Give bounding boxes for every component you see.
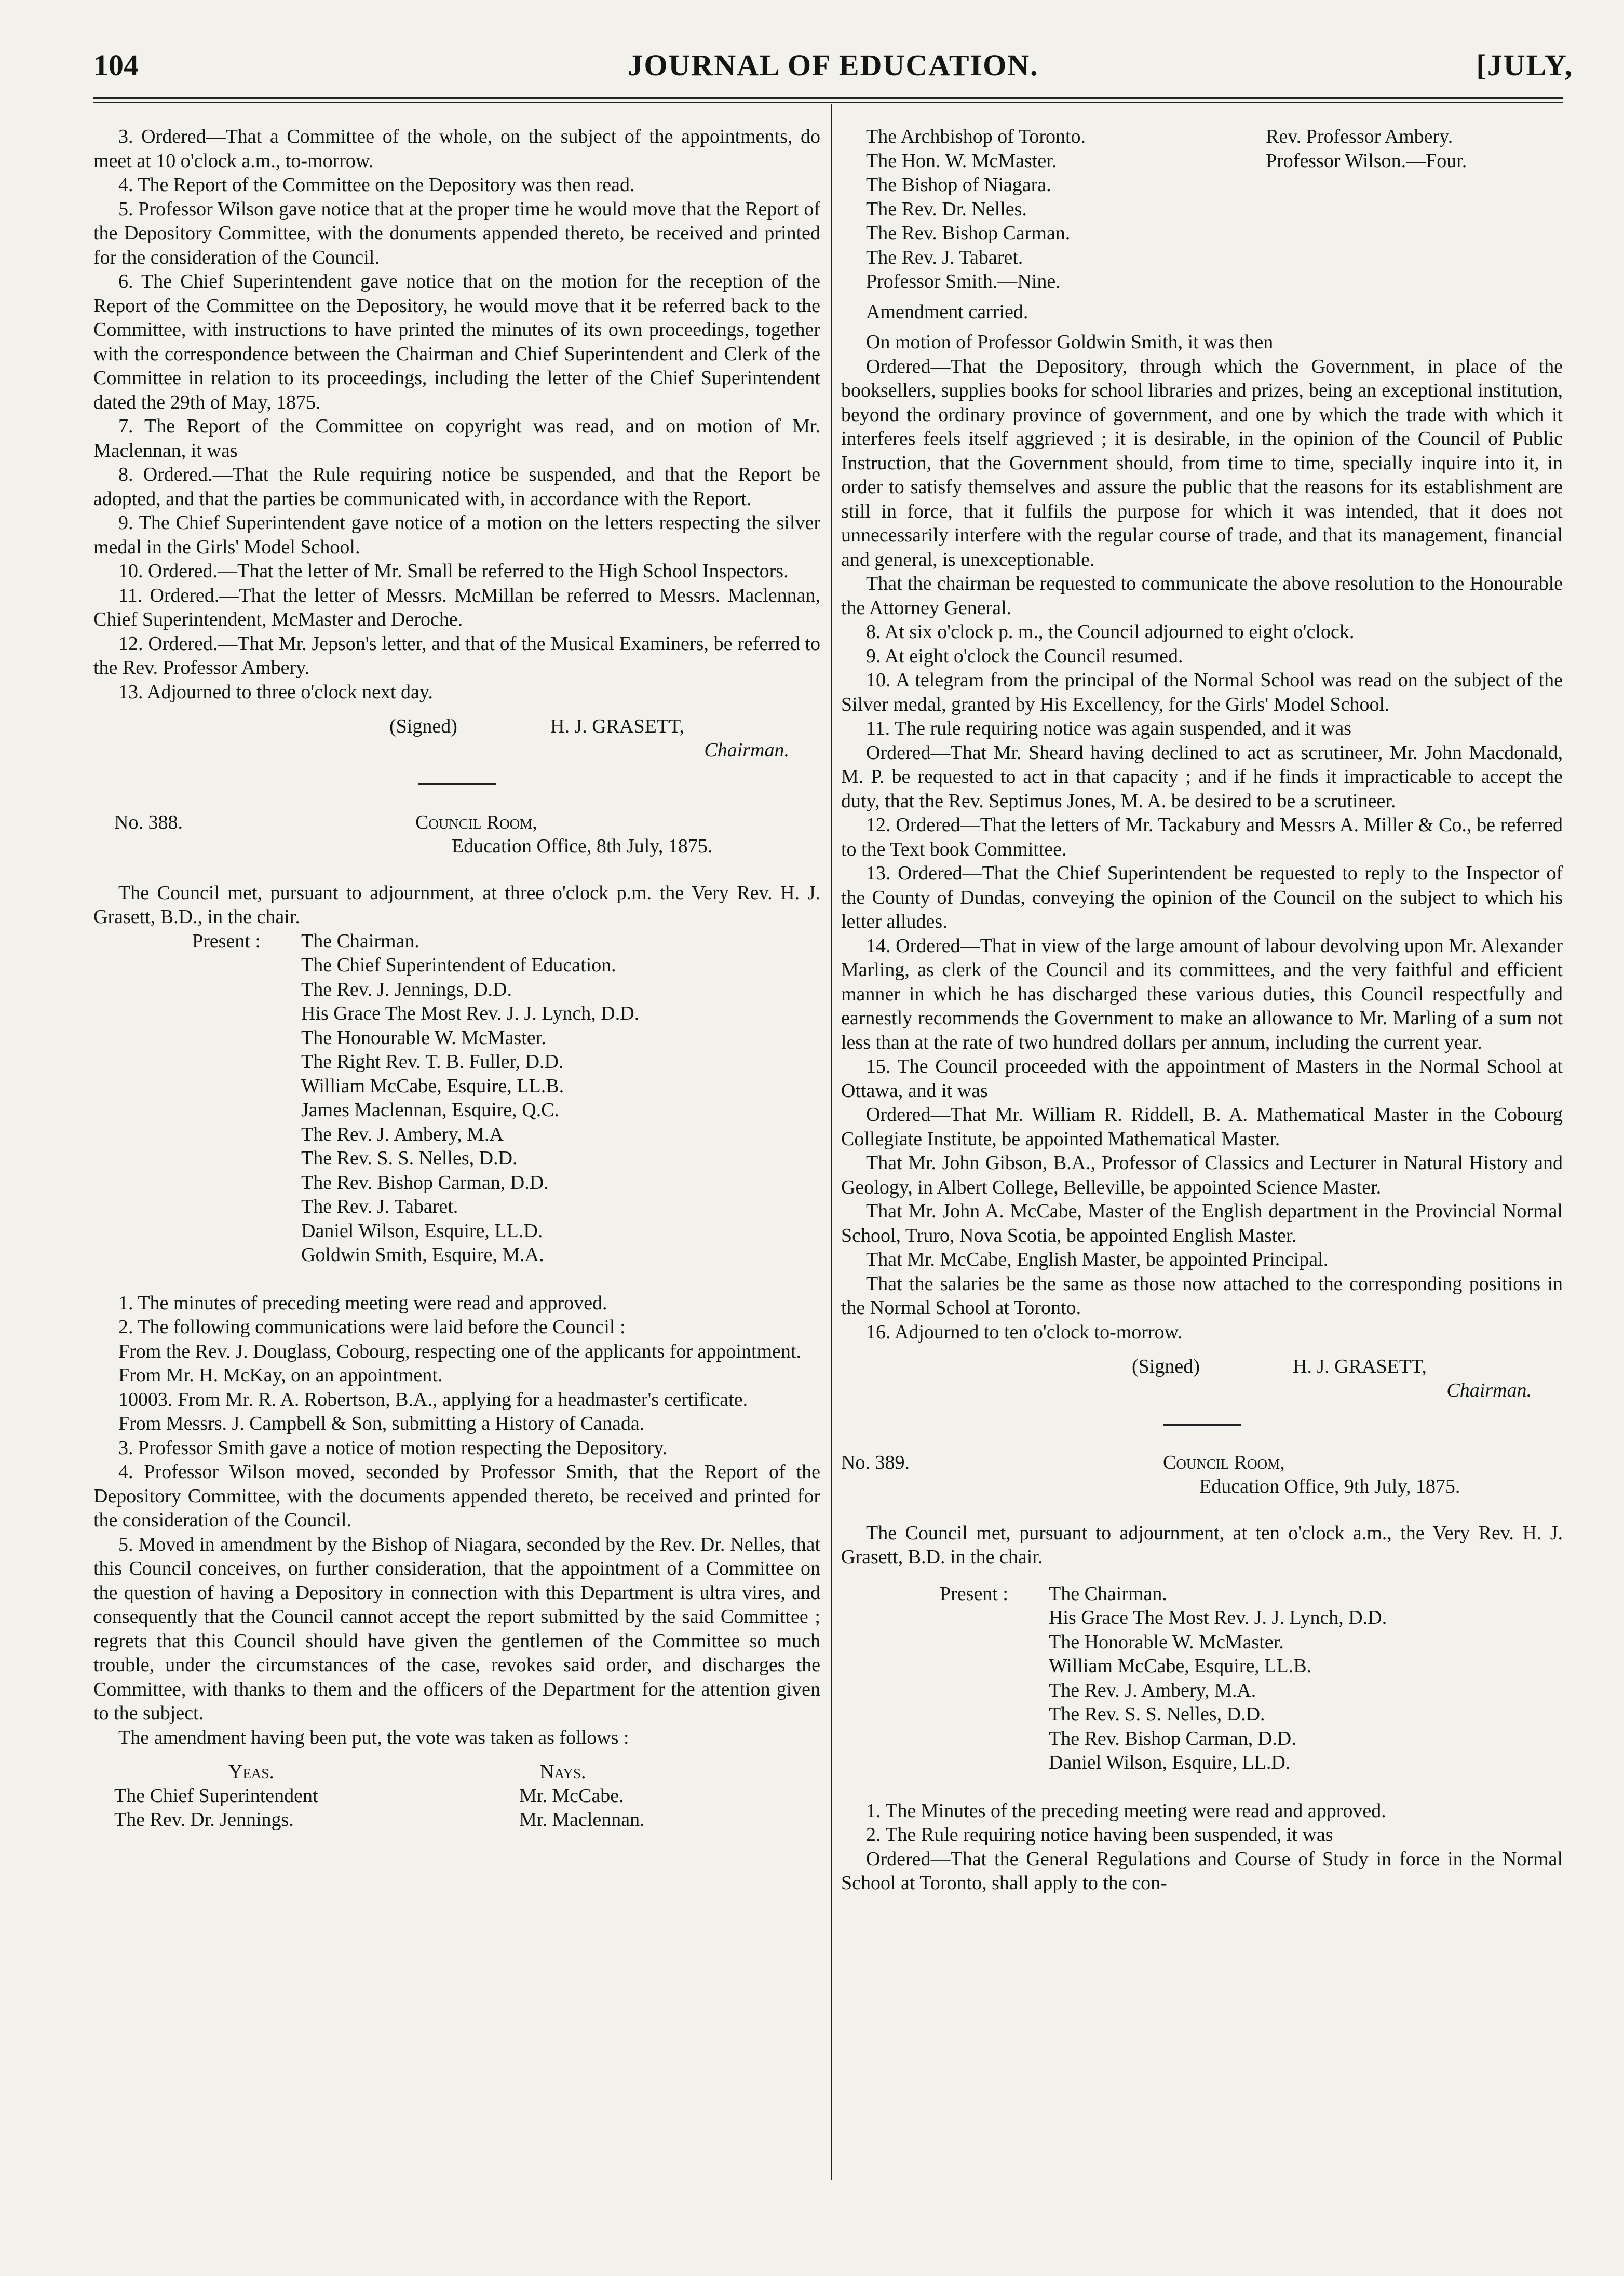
member: The Rev. J. Tabaret. xyxy=(301,1196,458,1217)
running-month: [JULY, xyxy=(1476,48,1573,82)
member: The Chairman. xyxy=(1049,1582,1167,1605)
signed-label: (Signed) xyxy=(1132,1356,1200,1377)
council-office: Education Office, 9th July, 1875. xyxy=(1199,1475,1460,1497)
council-room: Council Room, xyxy=(1163,1451,1285,1473)
council-heading-389 xyxy=(841,1451,1563,1500)
chairman-label: Chairman. xyxy=(704,739,789,761)
voter: Rev. Professor Ambery. xyxy=(1266,126,1453,147)
minute-item: That the salaries be the same as those now attached to the corresponding positions in the Normal School at Toronto. xyxy=(841,1272,1563,1319)
present-list xyxy=(841,1582,1563,1775)
member: The Rev. Bishop Carman, D.D. xyxy=(1049,1727,1296,1750)
minute-item: From the Rev. J. Douglass, Cobourg, respecting one of the applicants for appointment. xyxy=(118,1340,801,1362)
meeting-opening: The Council met, pursuant to adjournment, at ten o'clock a.m., the Very Rev. H. J. Grasett, B.D. in the chair. xyxy=(841,1522,1563,1568)
nays-label: Nays. xyxy=(540,1761,586,1783)
minute-item: 9. At eight o'clock the Council resumed. xyxy=(866,645,1183,667)
minute-item: 5. Professor Wilson gave notice that at the proper time he would move that the Report of the Depository Committee, with the donuments appended thereto, be received and printed for the consideration of the Council. xyxy=(93,198,820,268)
minute-item: That Mr. John A. McCabe, Master of the English department in the Provincial Normal School, Truro, Nova Scotia, be appointed English Master. xyxy=(841,1200,1563,1247)
meeting-opening: The Council met, pursuant to adjournment, at three o'clock p.m. the Very Rev. H. J. Grasett, B.D., in the chair. xyxy=(93,882,820,928)
signature-block xyxy=(841,1354,1563,1378)
voter: The Rev. Dr. Nelles. xyxy=(866,198,1027,220)
column-divider xyxy=(831,104,832,2180)
voter: The Bishop of Niagara. xyxy=(866,174,1051,196)
minute-item: 10. Ordered.—That the letter of Mr. Small be referred to the High School Inspectors. xyxy=(118,560,789,582)
yeas-label: Yeas. xyxy=(228,1761,274,1783)
minute-item: 3. Professor Smith gave a notice of motion respecting the Depository. xyxy=(118,1437,668,1459)
minute-item: From Mr. H. McKay, on an appointment. xyxy=(118,1364,443,1386)
minute-item: 10. A telegram from the principal of the Normal School was read on the subject of the Silver medal, granted by His Excellency, for the Girls' Model School. xyxy=(841,669,1563,715)
left-column xyxy=(93,125,820,1832)
minute-item: From Messrs. J. Campbell & Son, submitting a History of Canada. xyxy=(118,1413,645,1434)
vote-row xyxy=(93,1784,820,1808)
page-header xyxy=(93,48,1573,94)
signed-name: H. J. GRASETT, xyxy=(1293,1356,1427,1377)
member: The Honourable W. McMaster. xyxy=(301,1026,546,1049)
member: The Rev. J. Ambery, M.A xyxy=(301,1123,504,1145)
minute-item: 16. Adjourned to ten o'clock to-morrow. xyxy=(866,1321,1183,1343)
minute-item: 12. Ordered.—That Mr. Jepson's letter, and that of the Musical Examiners, be referred to the Rev. Professor Ambery. xyxy=(93,632,820,679)
member: His Grace The Most Rev. J. J. Lynch, D.D. xyxy=(301,1002,640,1024)
member: The Chairman. xyxy=(301,930,419,952)
minute-item: 11. The rule requiring notice was again suspended, and it was xyxy=(866,717,1351,739)
voter: The Rev. J. Tabaret. xyxy=(866,246,1023,268)
minute-item: That the chairman be requested to communicate the above resolution to the Honourable the Attorney General. xyxy=(841,573,1563,619)
voter: The Hon. W. McMaster. xyxy=(866,150,1057,172)
minute-item: 4. The Report of the Committee on the Depository was then read. xyxy=(118,174,635,196)
minute-item: Ordered—That the Depository, through which the Government, in place of the booksellers, supplies books for school libraries and prizes, being an exceptional institution, beyond the ordinary province of government, and one by which the trade with which it interferes feels itself aggrieved ; it is desirable, in the opinion of the Council of Public Instruction, that the Government should, from time to time, specially inquire into it, in order to satisfy themselves and assure the public that the reasons for its establishment are still in force, that it fulfils the purpose for which it was intended, that it does not unnecessarily interfere with the regular course of trade, and that its management, financial and general, is unexceptionable. xyxy=(841,355,1563,571)
vote-heading xyxy=(93,1760,820,1784)
amendment-result: Amendment carried. xyxy=(866,301,1028,323)
council-heading-388 xyxy=(93,810,820,860)
voter: Professor Wilson.—Four. xyxy=(1266,150,1467,172)
member: The Rev. J. Jennings, D.D. xyxy=(301,978,512,1000)
member: William McCabe, Esquire, LL.B. xyxy=(1049,1655,1312,1677)
vote-continuation xyxy=(841,125,1563,294)
nay-voter: Mr. McCabe. xyxy=(519,1785,624,1807)
minute-item: 8. Ordered.—That the Rule requiring notice be suspended, and that the Report be adopted, and that the parties be communicated with, in accordance with the Report. xyxy=(93,464,820,510)
signature-block xyxy=(93,714,820,738)
member: The Honorable W. McMaster. xyxy=(1049,1631,1284,1653)
minute-item: 14. Ordered—That in view of the large amount of labour devolving upon Mr. Alexander Marling, as clerk of the Council and its committees, and the very faithful and efficient manner in which he has discharged these various duties, this Council respectfully and earnestly recommends the Government to make an allowance to Mr. Marling of a sum not less than at the rate of two hundred dollars per annum, including the current year. xyxy=(841,934,1563,1053)
minute-item: 6. The Chief Superintendent gave notice that on the motion for the reception of the Report of the Committee on the Depository, he would move that it be referred back to the Committee, with instructions to have printed the minutes of its own proceedings, together with the correspondence between the Chairman and Chief Superintendent and Clerk of the Committee in relation to its proceedings, including the letter of the Chief Superintendent dated the 29th of May, 1875. xyxy=(93,270,820,413)
section-rule xyxy=(418,783,496,785)
member: The Rev. J. Ambery, M.A. xyxy=(1049,1679,1256,1701)
member: Goldwin Smith, Esquire, M.A. xyxy=(301,1244,544,1266)
minute-item: Ordered—That the General Regulations and Course of Study in force in the Normal School at Toronto, shall apply to the con- xyxy=(841,1848,1563,1894)
member: James Maclennan, Esquire, Q.C. xyxy=(301,1099,560,1121)
minute-item: 1. The Minutes of the preceding meeting were read and approved. xyxy=(866,1799,1386,1822)
page-number: 104 xyxy=(93,48,139,82)
chairman-label: Chairman. xyxy=(1446,1379,1532,1401)
header-rule-thin xyxy=(93,102,1563,103)
member: William McCabe, Esquire, LL.B. xyxy=(301,1075,564,1097)
voter: The Archbishop of Toronto. xyxy=(866,126,1086,147)
minute-item: 1. The minutes of preceding meeting were read and approved. xyxy=(118,1292,607,1314)
minute-item: 12. Ordered—That the letters of Mr. Tackabury and Messrs A. Miller & Co., be referred to the Text book Committee. xyxy=(841,814,1563,860)
nay-voter: Mr. Maclennan. xyxy=(519,1809,645,1831)
council-office: Education Office, 8th July, 1875. xyxy=(452,835,713,857)
journal-title: JOURNAL OF EDUCATION. xyxy=(628,48,1039,82)
council-number: No. 389. xyxy=(841,1451,910,1473)
minute-item: 2. The following communications were laid before the Council : xyxy=(118,1316,626,1338)
minute-item: 8. At six o'clock p. m., the Council adjourned to eight o'clock. xyxy=(866,621,1355,643)
member: The Rev. S. S. Nelles, D.D. xyxy=(1049,1703,1265,1725)
yea-voter: The Chief Superintendent xyxy=(114,1785,318,1807)
minute-item: Ordered—That Mr. Sheard having declined to act as scrutineer, Mr. John Macdonald, M. P. be requested to act in that capacity ; and if he finds it impracticable to accept the duty, that the Rev. Septimus Jones, M. A. be desired to be a scrutineer. xyxy=(841,741,1563,812)
minute-item: On motion of Professor Goldwin Smith, it was then xyxy=(866,331,1274,353)
signed-name: H. J. GRASETT, xyxy=(550,715,684,737)
section-rule xyxy=(1163,1424,1241,1426)
present-label: Present : xyxy=(192,930,261,952)
minute-item: That Mr. McCabe, English Master, be appointed Principal. xyxy=(866,1249,1329,1270)
member: Daniel Wilson, Esquire, LL.D. xyxy=(1049,1752,1291,1773)
minute-item: 4. Professor Wilson moved, seconded by Professor Smith, that the Report of the Depository Committee, with the documents appended thereto, be received and printed for the consideration of the Council. xyxy=(93,1461,820,1531)
present-label: Present : xyxy=(940,1582,1008,1605)
minute-item: 9. The Chief Superintendent gave notice of a motion on the letters respecting the silver medal in the Girls' Model School. xyxy=(93,512,820,558)
minute-item: 13. Ordered—That the Chief Superintendent be requested to reply to the Inspector of the County of Dundas, conveying the opinion of the Council on the subject to which his letter alludes. xyxy=(841,862,1563,932)
minute-item: The amendment having been put, the vote was taken as follows : xyxy=(118,1726,629,1749)
member: The Chief Superintendent of Education. xyxy=(301,954,616,976)
voter: The Rev. Bishop Carman. xyxy=(866,222,1071,244)
header-rule xyxy=(93,97,1563,99)
minute-item: 13. Adjourned to three o'clock next day. xyxy=(118,681,433,703)
right-column xyxy=(841,125,1563,1895)
minute-item: 2. The Rule requiring notice having been suspended, it was xyxy=(866,1824,1333,1846)
minute-item: 15. The Council proceeded with the appointment of Masters in the Normal School at Ottawa, and it was xyxy=(841,1055,1563,1102)
yea-voter: The Rev. Dr. Jennings. xyxy=(114,1809,294,1831)
member: His Grace The Most Rev. J. J. Lynch, D.D. xyxy=(1049,1607,1387,1629)
signed-label: (Signed) xyxy=(389,715,457,737)
member: The Rev. S. S. Nelles, D.D. xyxy=(301,1147,518,1169)
minute-item: 10003. From Mr. R. A. Robertson, B.A., applying for a headmaster's certificate. xyxy=(118,1388,748,1411)
voter: Professor Smith.—Nine. xyxy=(866,270,1061,292)
member: The Rev. Bishop Carman, D.D. xyxy=(301,1171,549,1194)
minute-item: 3. Ordered—That a Committee of the whole, on the subject of the appointments, do meet at 10 o'clock a.m., to-morrow. xyxy=(93,126,820,172)
council-room: Council Room, xyxy=(415,811,537,833)
present-list xyxy=(93,929,820,1267)
council-number: No. 388. xyxy=(114,811,183,833)
minute-item: 11. Ordered.—That the letter of Messrs. McMillan be referred to Messrs. Maclennan, Chief Superintendent, McMaster and Deroche. xyxy=(93,584,820,630)
minute-item: 5. Moved in amendment by the Bishop of Niagara, seconded by the Rev. Dr. Nelles, that this Council conceives, on further consideration, that the appointment of a Committee on the question of having a Depository in connection with this Department is ultra vires, and consequently that the Council cannot accept the report submitted by the said Committee ; regrets that this Council should have given the gentlemen of the Committee so much trouble, under the circumstances of the case, revokes said order, and discharges the Committee, with thanks to them and the officers of the Department for the attention given to the subject. xyxy=(93,1533,820,1724)
minute-item: That Mr. John Gibson, B.A., Professor of Classics and Lecturer in Natural History and Geology, in Albert College, Belleville, be appointed Science Master. xyxy=(841,1152,1563,1198)
minute-item: Ordered—That Mr. William R. Riddell, B. A. Mathematical Master in the Cobourg Collegiate Institute, be appointed Mathematical Master. xyxy=(841,1104,1563,1150)
vote-row xyxy=(93,1808,820,1832)
minute-item: 7. The Report of the Committee on copyright was read, and on motion of Mr. Maclennan, it was xyxy=(93,415,820,462)
member: The Right Rev. T. B. Fuller, D.D. xyxy=(301,1051,564,1073)
member: Daniel Wilson, Esquire, LL.D. xyxy=(301,1220,543,1242)
